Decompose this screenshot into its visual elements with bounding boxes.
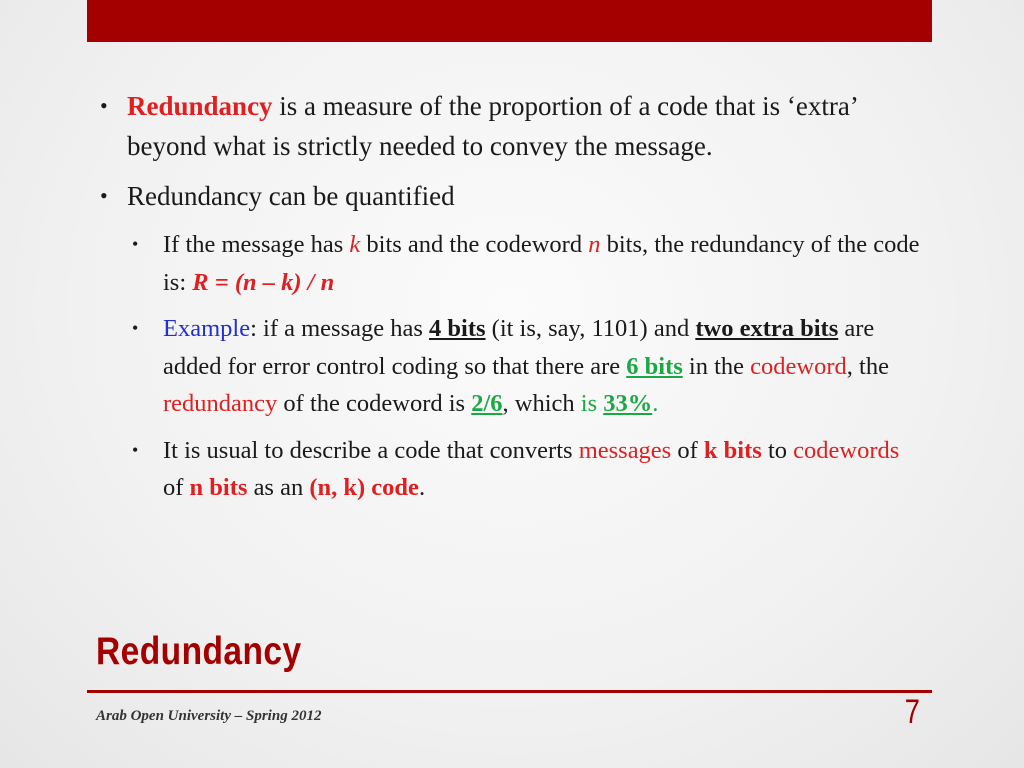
four-bits: 4 bits <box>429 315 486 342</box>
slide-body <box>100 86 920 516</box>
var-n: n <box>588 231 601 258</box>
term-redundancy: Redundancy <box>127 91 273 121</box>
text: , the <box>846 352 889 380</box>
definition-text: is a measure of the proportion of a code that is ‘extra’ beyond what is strictly needed to convey the message. <box>127 91 857 161</box>
slide-title: Redundancy <box>96 630 302 673</box>
bullet-dot-icon: • <box>100 183 108 208</box>
subbullet-example <box>100 310 920 423</box>
text: of the codeword is <box>277 390 472 417</box>
text: . <box>418 474 426 501</box>
subbullet-formula <box>100 226 920 301</box>
text: It is usual to describe a code that converts <box>163 436 579 464</box>
subbullet-nk-code <box>100 432 920 507</box>
bullet-dot-icon: • <box>100 93 108 118</box>
is-word: is <box>580 390 598 417</box>
title-underline-rule <box>87 690 932 693</box>
period: . <box>652 390 659 417</box>
six-bits: 6 bits <box>626 352 683 380</box>
quantified-text: Redundancy can be quantified <box>127 181 455 211</box>
redundancy-formula: R = (n – k) / n <box>192 268 335 296</box>
nk-code: (n, k) code <box>309 474 419 501</box>
bits-word: bits <box>723 436 762 464</box>
k-var: k <box>703 436 718 464</box>
percent-value: 33% <box>603 390 653 417</box>
bullet-redundancy-definition <box>100 86 920 166</box>
text: are added for error control coding so that there are <box>163 315 875 380</box>
footer-text: Arab Open University – Spring 2012 <box>96 708 322 724</box>
text: of <box>671 436 704 464</box>
n-bits: n bits <box>189 474 248 501</box>
text: of <box>163 474 190 501</box>
var-k: k <box>349 231 361 258</box>
text: in the <box>682 352 751 380</box>
bullet-dot-icon: • <box>132 318 139 338</box>
text: bits, the redundancy of the code is: <box>163 231 920 296</box>
top-accent-bar <box>87 0 932 42</box>
text: as an <box>247 474 310 501</box>
redundancy-word: redundancy <box>163 390 278 417</box>
codewords-word: codewords <box>793 436 900 464</box>
page-number: 7 <box>904 693 920 731</box>
codeword-word: codeword <box>750 352 847 380</box>
text: : if a message has <box>250 315 430 342</box>
bullet-dot-icon: • <box>132 439 139 460</box>
ratio-value: 2/6 <box>471 390 503 417</box>
text: If the message has <box>163 231 350 258</box>
messages-word: messages <box>578 436 672 464</box>
text: (it is, say, 1101) and <box>485 315 696 342</box>
text: to <box>761 436 794 464</box>
two-extra-bits: two extra bits <box>695 315 839 342</box>
bullet-dot-icon: • <box>132 234 139 254</box>
bullet-quantified <box>100 176 920 216</box>
example-label: Example <box>163 315 251 342</box>
text: bits and the codeword <box>360 231 589 258</box>
text: , which <box>502 390 581 417</box>
